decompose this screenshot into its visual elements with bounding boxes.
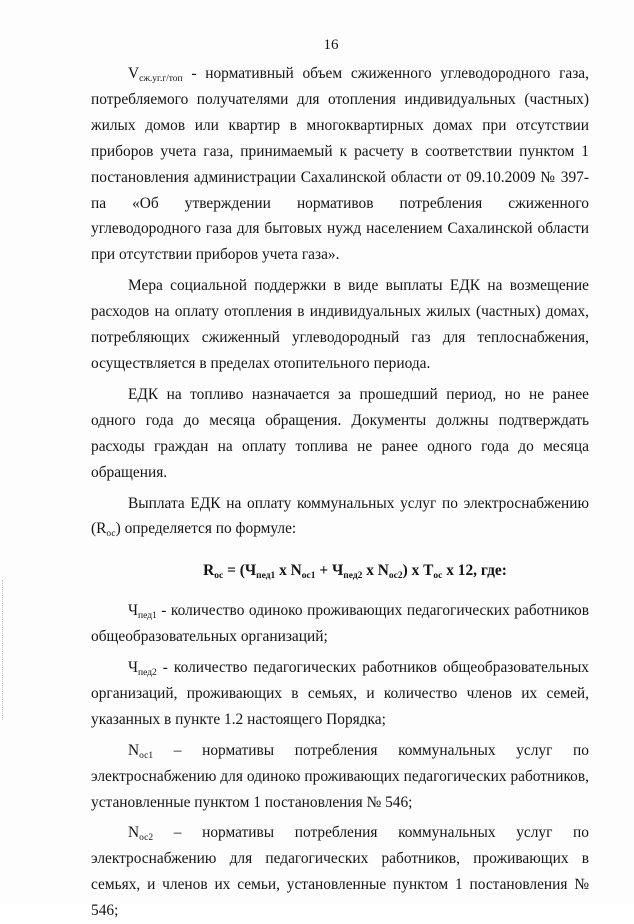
paragraph-gas-volume-definition [91, 61, 589, 268]
variable-v: V [128, 65, 140, 82]
formula-subscript: пед2 [343, 571, 363, 582]
formula-subscript: ос [433, 571, 443, 582]
formula-subscript: ос1 [301, 571, 316, 582]
variable-ch: Ч [128, 602, 139, 620]
formula-subscript: пед1 [256, 571, 276, 582]
variable-ch: Ч [128, 659, 139, 677]
formula-subscript: ос [214, 571, 224, 582]
formula-subscript: ос2 [388, 571, 403, 582]
formula [91, 558, 589, 584]
formula-part: + Ч [315, 562, 344, 580]
paragraph-ch-ped2-definition [91, 655, 589, 733]
variable-r-subscript: ос [106, 529, 116, 540]
scan-margin-marks [2, 580, 6, 720]
formula-part: х N [275, 562, 302, 580]
formula-part: х 12, где: [442, 562, 507, 580]
page-number: 16 [323, 37, 339, 53]
paragraph-social-support-heating: Мера социальной поддержки в виде выплаты ЕДК на возмещение расходов на оплату отопления в индивидуальных жилых (частных) домах, потребляющих сжиженный углеводородный газ для теплоснабжения, осуществляется в пределах отопительного периода. [91, 277, 589, 372]
paragraph-text: - количество педагогических работников общеобразовательных организаций, проживающих в семьях, и количество членов их семей, указанных в пункте 1.2 настоящего Порядка; [91, 659, 589, 728]
paragraph-text: - нормативный объем сжиженного углеводородного газа, потребляемого получателями для отопления индивидуальных (частных) жилых домов или квартир в многоквартирных домах при отсутствии приборов учета газа, принимаемый к расчету в соответствии пунктом 1 постановления администрации Сахалинской области от 09.10.2009 № 397-па «Об утверждении нормативов потребления сжиженного углеводородного газа для бытовых нужд населением Сахалинской области при отсутствии приборов учета газа». [91, 65, 589, 264]
document-body [91, 61, 589, 924]
paragraph-text: – нормативы потребления коммунальных услуг по электроснабжению для одиноко проживающих педагогических работников, установленные пунктом 1 постановления № 546; [91, 741, 589, 811]
paragraph-n-os1-definition [91, 738, 589, 816]
paragraph-text: Выплата ЕДК на оплату коммунальных услуг по электроснабжению (R [91, 494, 589, 538]
variable-subscript: ос1 [139, 750, 154, 761]
paragraph-ch-ped1-definition [91, 598, 589, 650]
formula-part: ) х Т [402, 562, 434, 580]
paragraph-text: - количество одиноко проживающих педагогических работников общеобразовательных организаций; [91, 602, 589, 646]
variable-subscript: ос2 [139, 833, 154, 844]
formula-part: х N [362, 562, 389, 580]
variable-subscript: пед2 [138, 668, 157, 679]
variable-v-subscript: сж.уг.г/топ [139, 74, 183, 84]
variable-subscript: пед1 [138, 611, 157, 622]
variable-n: N [128, 824, 140, 842]
paragraph-text: – нормативы потребления коммунальных услуг по электроснабжению для педагогических работников, проживающих в семьях, и членов их семьи, установленные пунктом 1 постановления № 546; [91, 824, 589, 920]
paragraph-electricity-payment [91, 491, 589, 543]
variable-n: N [128, 741, 140, 759]
paragraph-n-os2-definition [91, 820, 589, 924]
paragraph-fuel-edk: ЕДК на топливо назначается за прошедший период, но не ранее одного года до месяца обращения. Документы должны подтверждать расходы граждан на оплату топлива не ранее одного года до месяца обращения. [91, 385, 589, 481]
paragraph-text: ) определяется по формуле: [115, 520, 297, 538]
formula-r: R [203, 562, 215, 580]
formula-part: = (Ч [223, 562, 257, 580]
